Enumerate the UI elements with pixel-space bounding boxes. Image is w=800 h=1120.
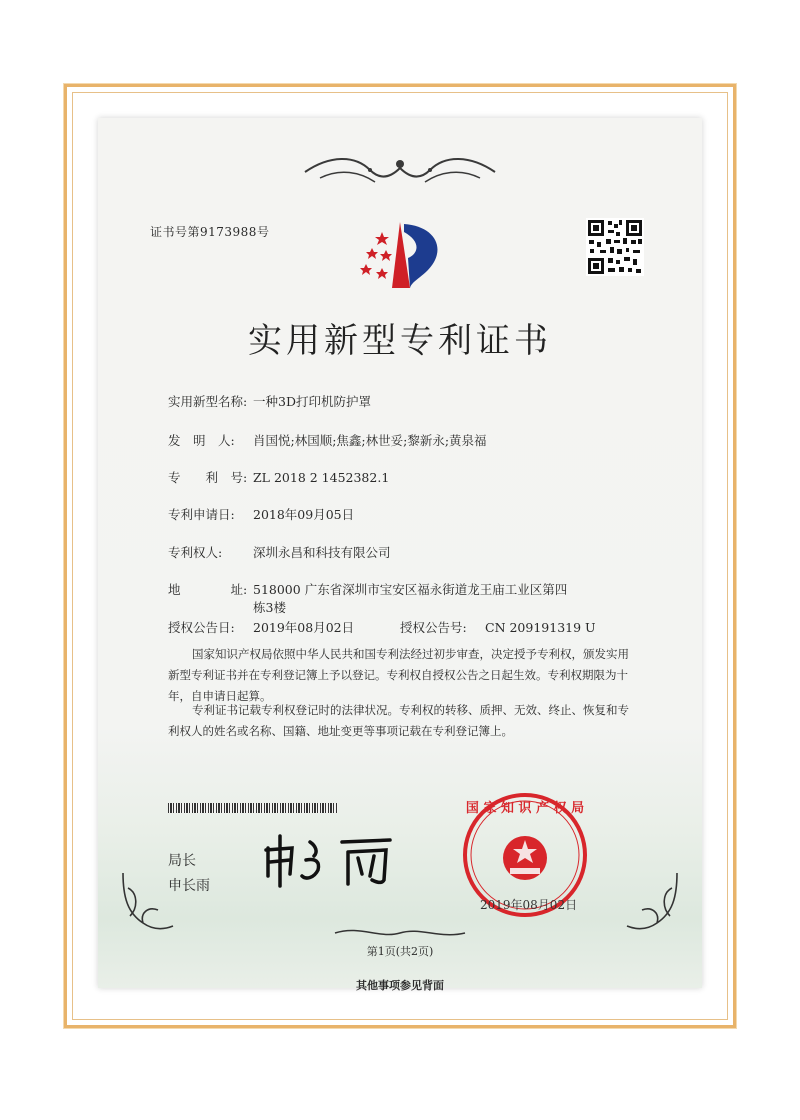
director-title: 局长	[168, 853, 196, 869]
field-value: 2019年08月02日	[253, 620, 355, 635]
text-line: 利权人的姓名或名称、国籍、地址变更等事项记载在专利登记簿上。	[168, 724, 513, 738]
field-label: 授权公告号:	[400, 620, 467, 635]
field-label: 授权公告日:	[168, 620, 235, 635]
page-number: 第1页(共2页)	[366, 945, 434, 958]
field-label: 专利权人:	[168, 545, 223, 560]
text-line: 新型专利证书并在专利登记簿上予以登记。专利权自授权公告之日起生效。专利权期限为十	[168, 668, 628, 682]
body-paragraph-1	[168, 644, 638, 707]
field-value: CN 209191319 U	[485, 620, 596, 635]
field-patentee	[168, 543, 391, 561]
field-value: ZL 2018 2 1452382.1	[253, 470, 390, 485]
text-line: 国家知识产权局依照中华人民共和国专利法经过初步审查，决定授予专利权，颁发实用	[192, 647, 629, 661]
field-label: 实用新型名称:	[168, 394, 248, 409]
qr-code-icon	[586, 218, 644, 276]
field-value: 518000 广东省深圳市宝安区福永街道龙王庙工业区第四	[253, 582, 568, 597]
field-label: 地 址:	[168, 582, 248, 597]
field-grant-date	[168, 618, 354, 636]
field-utility-model-name	[168, 392, 371, 410]
bottom-ornament	[330, 925, 470, 941]
cnipa-logo-icon	[352, 218, 448, 294]
director-signature	[258, 830, 408, 890]
field-label: 发 明 人:	[168, 433, 235, 448]
field-value: 深圳永昌和科技有限公司	[253, 545, 391, 560]
top-ornament	[300, 150, 500, 192]
body-paragraph-2	[168, 700, 638, 742]
field-address-line2: 栋3楼	[253, 600, 286, 615]
seal-date: 2019年08月02日	[480, 898, 578, 912]
svg-text:国 家 知 识 产 权 局: 国 家 知 识 产 权 局	[465, 801, 585, 816]
certificate-number: 证书号第9173988号	[150, 225, 270, 239]
field-patent-number	[168, 468, 389, 486]
field-value: 一种3D打印机防护罩	[253, 394, 371, 409]
text-line: 专利证书记载专利权登记时的法律状况。专利权的转移、质押、无效、终止、恢复和专	[192, 703, 629, 717]
field-inventors	[168, 431, 487, 449]
field-value: 2018年09月05日	[253, 507, 355, 522]
certificate-title: 实用新型专利证书	[248, 321, 552, 361]
field-address	[168, 580, 567, 598]
barcode	[168, 803, 338, 813]
director-name: 申长雨	[168, 878, 210, 894]
text-line: 年，自申请日起算。	[168, 689, 272, 703]
field-filing-date	[168, 505, 354, 523]
field-grant-number	[400, 618, 596, 636]
field-label: 专 利 号:	[168, 470, 248, 485]
field-value: 肖国悦;林国顺;焦鑫;林世妥;黎新永;黄泉福	[253, 433, 487, 448]
back-side-note: 其他事项参见背面	[356, 979, 444, 992]
corner-ornament-right	[622, 868, 682, 938]
field-label: 专利申请日:	[168, 507, 235, 522]
